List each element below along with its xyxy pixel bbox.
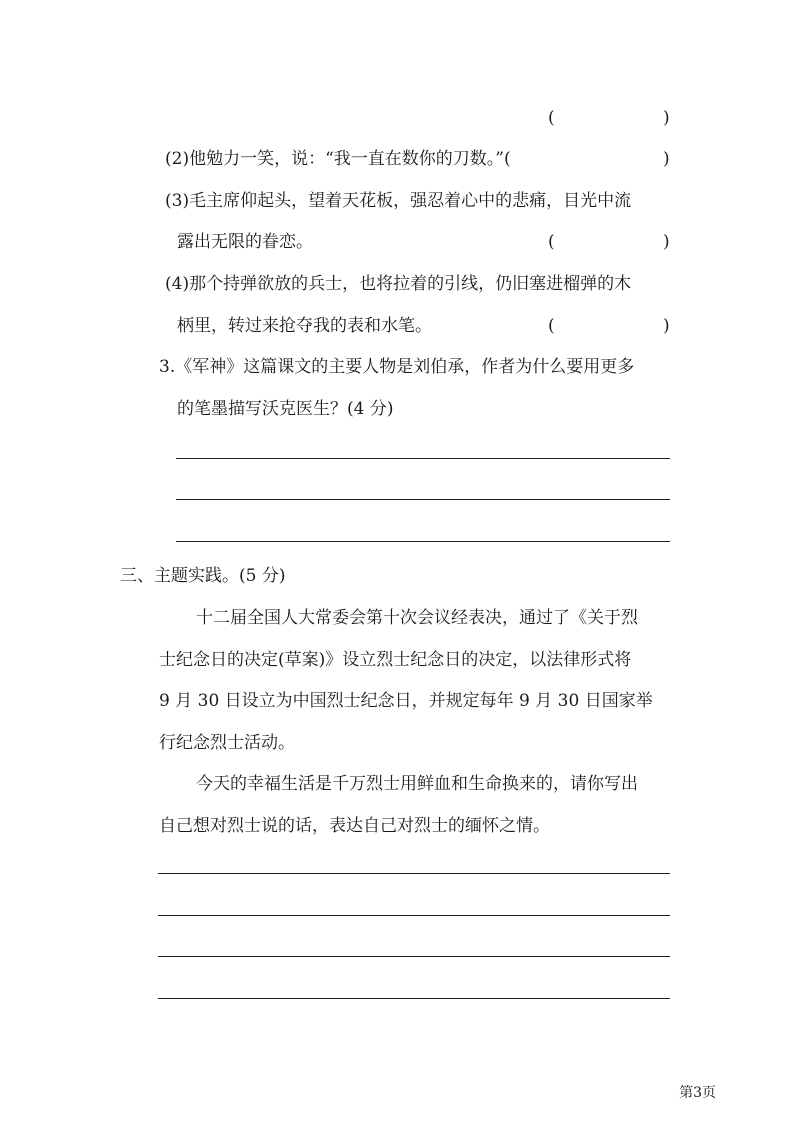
answer-paren-close-2: ): [663, 149, 670, 169]
answer-paren-close-1: ): [663, 108, 670, 128]
section-3-para-1-line-4: 行纪念烈士活动。: [159, 733, 295, 753]
answer-paren-open-1: (: [548, 108, 555, 128]
section-3-answer-line-3[interactable]: [158, 956, 670, 957]
q2-item-2: (2)他勉力一笑，说：“我一直在数你的刀数。”(: [165, 149, 511, 169]
section-3-para-1-line-3: 9 月 30 日设立为中国烈士纪念日，并规定每年 9 月 30 日国家举: [159, 691, 653, 711]
q2-item-3-line-2: 露出无限的眷恋。: [177, 232, 313, 252]
answer-paren-open-4: (: [548, 316, 555, 336]
section-3-heading: 三、主题实践。(5 分): [120, 566, 286, 586]
q2-item-3-line-1: (3)毛主席仰起头，望着天花板，强忍着心中的悲痛，目光中流: [165, 191, 632, 211]
section-3-para-1-line-2: 士纪念日的决定(草案)》设立烈士纪念日的决定，以法律形式将: [159, 650, 632, 670]
q3-prompt-line-2: 的笔墨描写沃克医生？(4 分): [177, 399, 394, 419]
section-3-answer-line-1[interactable]: [158, 873, 670, 874]
page-number: 第3页: [679, 1085, 716, 1101]
section-3-answer-line-2[interactable]: [158, 915, 670, 916]
q2-item-4-line-1: (4)那个持弹欲放的兵士，也将拉着的引线，仍旧塞进榴弹的木: [165, 274, 632, 294]
q2-item-4-line-2: 柄里，转过来抢夺我的表和水笔。: [177, 316, 432, 336]
answer-paren-close-4: ): [663, 316, 670, 336]
q3-answer-line-2[interactable]: [176, 499, 670, 500]
answer-paren-close-3: ): [663, 232, 670, 252]
q3-prompt-line-1: 3.《军神》这篇课文的主要人物是刘伯承，作者为什么要用更多: [159, 357, 635, 377]
section-3-answer-line-4[interactable]: [158, 998, 670, 999]
section-3-para-1-line-1: 十二届全国人大常委会第十次会议经表决，通过了《关于烈: [196, 608, 638, 628]
section-3-para-2-line-2: 自己想对烈士说的话，表达自己对烈士的缅怀之情。: [159, 816, 550, 836]
q3-answer-line-1[interactable]: [176, 458, 670, 459]
q3-answer-line-3[interactable]: [176, 541, 670, 542]
section-3-para-2-line-1: 今天的幸福生活是千万烈士用鲜血和生命换来的，请你写出: [196, 774, 638, 794]
answer-paren-open-3: (: [548, 232, 555, 252]
